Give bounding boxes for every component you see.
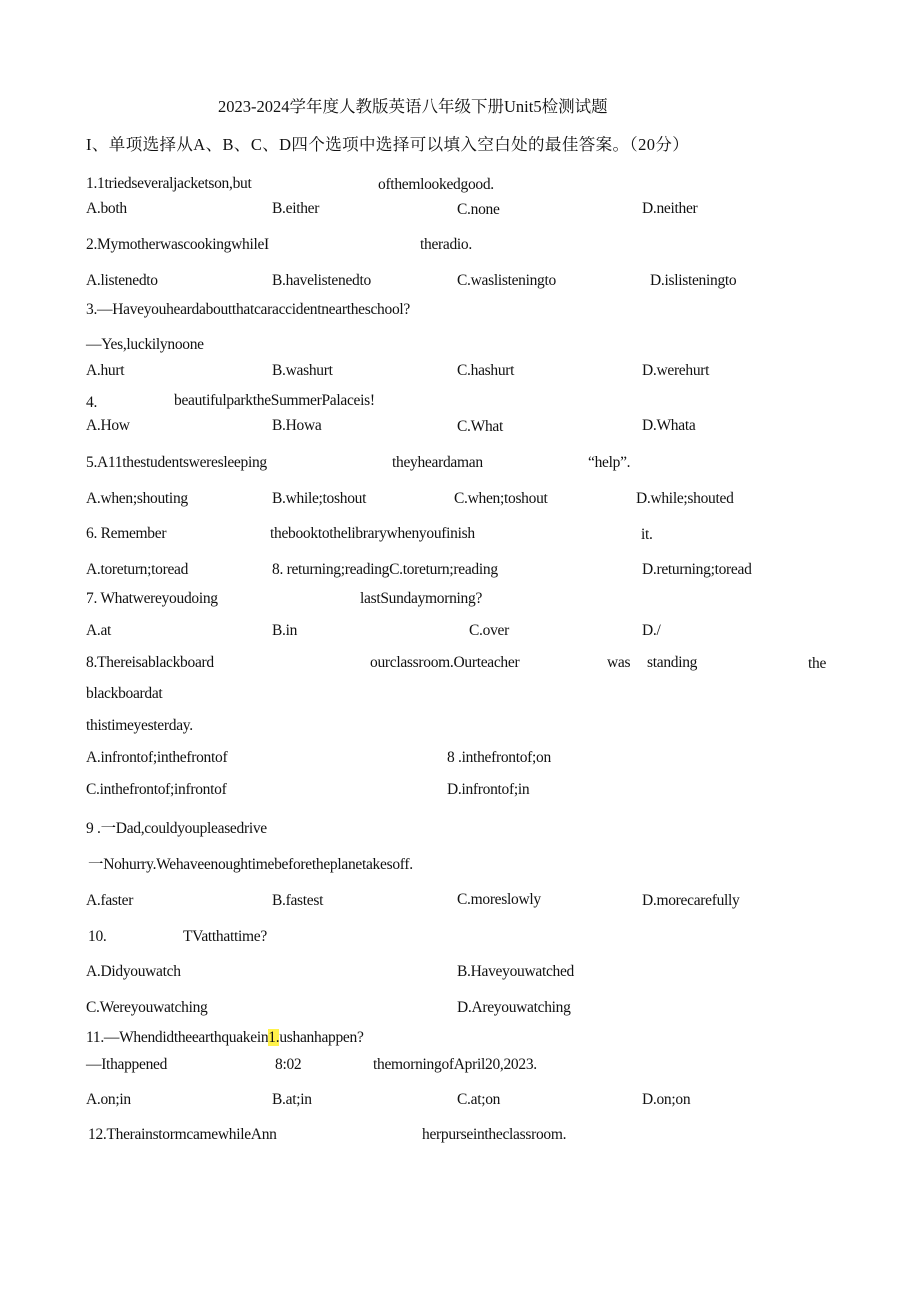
q4-option-d: D.Whata <box>642 417 696 434</box>
q3-option-d: D.werehurt <box>642 362 710 379</box>
q7-option-b: B.in <box>272 622 298 639</box>
q2-stem-part1: 2.MymotherwascookingwhileI <box>86 236 269 253</box>
q11-option-d: D.on;on <box>642 1091 691 1108</box>
q4-option-a: A.How <box>86 417 130 434</box>
q5-option-b: B.while;toshout <box>272 490 367 507</box>
q12-stem-part2: herpurseintheclassroom. <box>422 1126 567 1143</box>
q2-option-b: B.havelistenedto <box>272 272 371 289</box>
q10-option-a: A.Didyouwatch <box>86 963 181 980</box>
q6-option-a: A.toreturn;toread <box>86 561 189 578</box>
q5-stem-part1: 5.A11thestudentsweresleeping <box>86 454 267 471</box>
q3-option-b: B.washurt <box>272 362 333 379</box>
q4-option-c: C.What <box>457 418 503 435</box>
q3-stem: 3.—Haveyouheardaboutthatcaraccidentneartheschool? <box>86 301 410 318</box>
q1-option-a: A.both <box>86 200 127 217</box>
q8-word-was: was <box>607 654 631 671</box>
q11-option-b: B.at;in <box>272 1091 312 1108</box>
q5-stem-part2: theyheardaman <box>392 454 483 471</box>
q1-option-c: C.none <box>457 201 500 218</box>
q8-word-standing: standing <box>647 654 698 671</box>
q5-option-d: D.while;shouted <box>636 490 734 507</box>
q8-option-b: 8 .inthefrontof;on <box>447 749 551 766</box>
q8-option-c: C.inthefrontof;infrontof <box>86 781 227 798</box>
q5-option-a: A.when;shouting <box>86 490 188 507</box>
q10-option-c: C.Wereyouwatching <box>86 999 208 1016</box>
section-heading: I、单项选择从A、B、C、D四个选项中选择可以填入空白处的最佳答案。（20分） <box>86 135 690 154</box>
q8-word-the: the <box>808 655 827 672</box>
q11-answer-part3: themorningofApril20,2023. <box>373 1056 537 1073</box>
q9-stem: 9 .一Dad,couldyoupleasedrive <box>86 820 267 837</box>
q12-stem-part1: 12.TherainstormcamewhileAnn <box>88 1126 277 1143</box>
q2-option-d: D.islisteningto <box>650 272 737 289</box>
q8-option-d: D.infrontof;in <box>447 781 530 798</box>
q3-answer-stem: —Yes,luckilynoone <box>86 336 204 353</box>
q2-option-a: A.listenedto <box>86 272 158 289</box>
q3-option-c: C.hashurt <box>457 362 515 379</box>
q1-option-b: B.either <box>272 200 320 217</box>
q11-option-a: A.on;in <box>86 1091 131 1108</box>
q6-option-b-c: 8. returning;readingC.toreturn;reading <box>272 561 498 578</box>
q7-stem-part2: lastSundaymorning? <box>360 590 483 607</box>
q1-stem-part1: 1.1triedseveraljacketson,but <box>86 175 252 192</box>
q10-option-d: D.Areyouwatching <box>457 999 571 1016</box>
q5-option-c: C.when;toshout <box>454 490 548 507</box>
q9-option-d: D.morecarefully <box>642 892 740 909</box>
q1-option-d: D.neither <box>642 200 698 217</box>
q4-option-b: B.Howa <box>272 417 322 434</box>
q9-answer-stem: 一Nohurry.Wehaveenoughtimebeforetheplanetakesoff. <box>88 856 413 873</box>
q9-option-c: C.moreslowly <box>457 891 541 908</box>
q8-option-a: A.infrontof;inthefrontof <box>86 749 228 766</box>
q5-stem-part3: “help”. <box>588 454 631 471</box>
q6-stem-part3: it. <box>641 526 653 543</box>
q11-stem-pre: 11.—Whendidtheearthquakein <box>86 1029 269 1046</box>
q10-option-b: B.Haveyouwatched <box>457 963 575 980</box>
q4-number: 4. <box>86 394 98 411</box>
q2-stem-part2: theradio. <box>420 236 472 253</box>
q6-stem-part1: 6. Remember <box>86 525 167 542</box>
q7-option-a: A.at <box>86 622 112 639</box>
q8-stem-part2: ourclassroom.Ourteacher <box>370 654 520 671</box>
q11-answer-part2: 8:02 <box>275 1056 302 1073</box>
q2-option-c: C.waslisteningto <box>457 272 556 289</box>
q4-stem: beautifulparktheSummerPalaceis! <box>174 392 375 409</box>
q7-option-d: D./ <box>642 622 661 639</box>
q11-stem <box>86 1029 364 1047</box>
q1-stem-part2: ofthemlookedgood. <box>378 176 494 193</box>
q11-stem-post: ushanhappen? <box>279 1029 364 1046</box>
page-title: 2023-2024学年度人教版英语八年级下册Unit5检测试题 <box>218 97 608 116</box>
q8-stem-line2: blackboardat <box>86 685 163 702</box>
q7-option-c: C.over <box>469 622 509 639</box>
q8-stem-part1: 8.Thereisablackboard <box>86 654 214 671</box>
q6-stem-part2: thebooktothelibrarywhenyoufinish <box>270 525 475 542</box>
q10-number: 10. <box>88 928 107 945</box>
q7-stem-part1: 7. Whatwereyoudoing <box>86 590 218 607</box>
q9-option-b: B.fastest <box>272 892 324 909</box>
q6-option-d: D.returning;toread <box>642 561 752 578</box>
q11-option-c: C.at;on <box>457 1091 501 1108</box>
q3-option-a: A.hurt <box>86 362 125 379</box>
q11-answer-part1: —Ithappened <box>86 1056 168 1073</box>
q9-option-a: A.faster <box>86 892 134 909</box>
q8-stem-line3: thistimeyesterday. <box>86 717 193 734</box>
q11-highlighted-text: 1. <box>268 1029 280 1046</box>
q10-stem: TVatthattime? <box>183 928 267 945</box>
